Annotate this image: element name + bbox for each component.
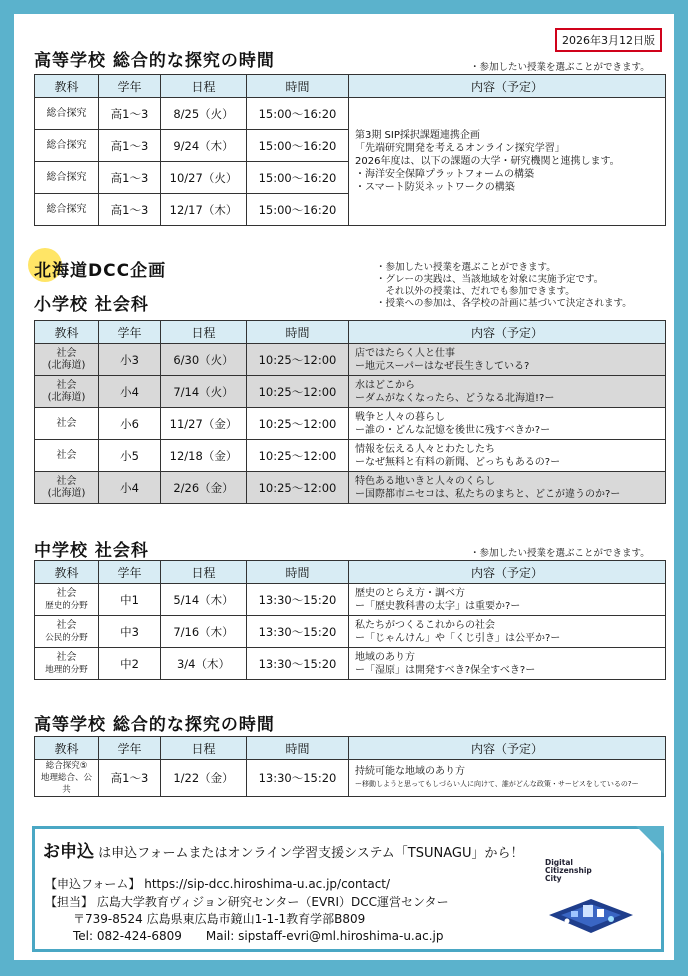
date-badge: 2026年3月12日版: [555, 28, 662, 52]
apply-contact: 【担当】 広島大学教育ヴィジョン研究センター（EVRI）DCC運営センター: [45, 895, 449, 909]
content-line: ・海洋安全保障プラットフォームの構築: [355, 169, 534, 180]
section2-table: [34, 320, 666, 504]
cell-grade: 高1～3: [99, 130, 161, 162]
note-line: ・授業への参加は、各学校の計画に基づいて決定されます。: [376, 298, 632, 309]
apply-form-link[interactable]: 【申込フォーム】 https://sip-dcc.hiroshima-u.ac.jp/contact/: [45, 877, 391, 891]
city-icon: [541, 859, 641, 941]
cell-date: 1/22（金）: [161, 760, 247, 797]
table-row: [35, 616, 666, 648]
apply-title-rest: は申込フォームまたはオンライン学習支援システム「TSUNAGU」から！: [98, 846, 524, 861]
header-content: 内容（予定）: [349, 321, 666, 344]
cell-time: 10:25～12:00: [247, 472, 349, 504]
cell-content: 持続可能な地域のあり方 ー移動しようと思ってもしづらい人に向けて、誰がどんな政策・サービスをしているの?ー: [349, 760, 666, 797]
cell-date: 7/14（火）: [161, 376, 247, 408]
header-date: 日程: [161, 75, 247, 98]
flyer-sheet: [14, 14, 674, 960]
cell-subject: 社会: [35, 440, 99, 472]
cell-time: 15:00～16:20: [247, 162, 349, 194]
cell-time: 15:00～16:20: [247, 194, 349, 226]
note-line: ・参加したい授業を選ぶことができます。: [376, 262, 556, 273]
cell-grade: 小6: [99, 408, 161, 440]
apply-tel-mail[interactable]: Tel: 082-424-6809 Mail: sipstaff-evri@ml.hiroshima-u.ac.jp: [73, 929, 444, 943]
folded-corner-icon: [636, 826, 664, 854]
header-grade: 学年: [99, 737, 161, 760]
section4-title: 高等学校 総合的な探究の時間: [34, 715, 275, 735]
header-time: 時間: [247, 75, 349, 98]
header-content: 内容（予定）: [349, 737, 666, 760]
header-grade: 学年: [99, 75, 161, 98]
cell-content: 歴史のとらえ方・調べ方 ー「歴史教科書の太字」は重要か?ー: [349, 584, 666, 616]
cell-time: 15:00～16:20: [247, 130, 349, 162]
cell-grade: 小4: [99, 376, 161, 408]
cell-subject: 総合探究: [35, 130, 99, 162]
hokkaido-notes: [376, 262, 632, 310]
cell-subject: 社会 (北海道): [35, 344, 99, 376]
cell-content: 地域のあり方 ー「湿原」は開発すべき?保全すべき?ー: [349, 648, 666, 680]
table-header-row: [35, 321, 666, 344]
table-row: [35, 472, 666, 504]
section4-table: [34, 736, 666, 797]
cell-date: 12/18（金）: [161, 440, 247, 472]
apply-title: [43, 837, 524, 862]
cell-subject: 社会 公民的分野: [35, 616, 99, 648]
cell-time: 10:25～12:00: [247, 344, 349, 376]
header-content: 内容（予定）: [349, 75, 666, 98]
apply-title-bold: お申込: [43, 842, 94, 862]
cell-subject: 総合探究⑤ 地理総合、公共: [35, 760, 99, 797]
section2-title: 小学校 社会科: [34, 295, 149, 315]
content-line: 「先端研究開発を考えるオンライン探究学習」: [355, 143, 565, 154]
header-subject: 教科: [35, 561, 99, 584]
cell-time: 10:25～12:00: [247, 376, 349, 408]
cell-subject: 総合探究: [35, 162, 99, 194]
cell-date: 9/24（木）: [161, 130, 247, 162]
content-line: 2026年度は、以下の課題の大学・研究機関と連携します。: [355, 156, 620, 167]
header-time: 時間: [247, 561, 349, 584]
header-date: 日程: [161, 321, 247, 344]
header-subject: 教科: [35, 737, 99, 760]
cell-content: 私たちがつくるこれからの社会 ー「じゃんけん」や「くじ引き」は公平か?ー: [349, 616, 666, 648]
cell-grade: 小3: [99, 344, 161, 376]
cell-date: 8/25（火）: [161, 98, 247, 130]
hokkaido-title: 北海道DCC企画: [34, 261, 167, 281]
apply-box: [32, 826, 664, 952]
apply-address: 〒739-8524 広島県東広島市鏡山1-1-1教育学部B809: [73, 912, 366, 926]
cell-subject: 総合探究: [35, 98, 99, 130]
cell-grade: 高1～3: [99, 194, 161, 226]
note-line: それ以外の授業は、だれでも参加できます。: [376, 286, 575, 297]
cell-grade: 中1: [99, 584, 161, 616]
cell-subject: 社会 歴史的分野: [35, 584, 99, 616]
header-time: 時間: [247, 321, 349, 344]
content-line: ・スマート防災ネットワークの構築: [355, 182, 515, 193]
logo-text: Digital Citizenship City: [545, 858, 592, 883]
cell-time: 15:00～16:20: [247, 98, 349, 130]
cell-grade: 小4: [99, 472, 161, 504]
section3-note: ・参加したい授業を選ぶことができます。: [470, 548, 650, 559]
cell-content: 水はどこから ーダムがなくなったら、どうなる北海道!?ー: [349, 376, 666, 408]
cell-date: 11/27（金）: [161, 408, 247, 440]
section3-title: 中学校 社会科: [34, 541, 149, 561]
table-row: [35, 440, 666, 472]
cell-content: 店ではたらく人と仕事 ー地元スーパーはなぜ長生きしている?: [349, 344, 666, 376]
table-row: [35, 344, 666, 376]
dcc-logo: [541, 859, 641, 941]
cell-time: 10:25～12:00: [247, 440, 349, 472]
cell-content: 情報を伝える人々とわたしたち ーなぜ無料と有料の新聞、どっちもあるの?ー: [349, 440, 666, 472]
cell-date: 6/30（火）: [161, 344, 247, 376]
section3-table: [34, 560, 666, 680]
cell-time: 13:30～15:20: [247, 584, 349, 616]
section1-content: [349, 98, 666, 226]
table-header-row: [35, 737, 666, 760]
header-time: 時間: [247, 737, 349, 760]
cell-grade: 高1～3: [99, 98, 161, 130]
cell-date: 12/17（木）: [161, 194, 247, 226]
cell-date: 10/27（火）: [161, 162, 247, 194]
table-row: [35, 648, 666, 680]
cell-date: 2/26（金）: [161, 472, 247, 504]
cell-time: 13:30～15:20: [247, 760, 349, 797]
cell-grade: 高1～3: [99, 162, 161, 194]
content-line: 第3期 SIP採択課題連携企画: [355, 130, 480, 141]
cell-grade: 中3: [99, 616, 161, 648]
note-line: ・グレーの実践は、当該地域を対象に実施予定です。: [376, 274, 604, 285]
table-header-row: [35, 561, 666, 584]
cell-subject: 社会: [35, 408, 99, 440]
cell-date: 5/14（木）: [161, 584, 247, 616]
cell-subject: 総合探究: [35, 194, 99, 226]
cell-content: 戦争と人々の暮らし ー誰の・どんな記憶を後世に残すべきか?ー: [349, 408, 666, 440]
cell-time: 13:30～15:20: [247, 648, 349, 680]
cell-date: 3/4（木）: [161, 648, 247, 680]
header-grade: 学年: [99, 561, 161, 584]
table-row: [35, 408, 666, 440]
header-date: 日程: [161, 561, 247, 584]
section1-note: ・参加したい授業を選ぶことができます。: [470, 62, 650, 73]
cell-date: 7/16（木）: [161, 616, 247, 648]
table-row: [35, 98, 666, 130]
cell-subject: 社会 (北海道): [35, 376, 99, 408]
table-row: [35, 760, 666, 797]
cell-grade: 高1～3: [99, 760, 161, 797]
table-row: [35, 376, 666, 408]
table-header-row: [35, 75, 666, 98]
cell-content: 特色ある地いきと人々のくらし ー国際都市ニセコは、私たちのまちと、どこが違うのか?ー: [349, 472, 666, 504]
cell-time: 10:25～12:00: [247, 408, 349, 440]
section1-title: 高等学校 総合的な探究の時間: [34, 51, 275, 71]
cell-subject: 社会 地理的分野: [35, 648, 99, 680]
cell-time: 13:30～15:20: [247, 616, 349, 648]
section1-table: [34, 74, 666, 226]
header-subject: 教科: [35, 75, 99, 98]
header-grade: 学年: [99, 321, 161, 344]
cell-grade: 中2: [99, 648, 161, 680]
header-date: 日程: [161, 737, 247, 760]
header-subject: 教科: [35, 321, 99, 344]
table-row: [35, 584, 666, 616]
header-content: 内容（予定）: [349, 561, 666, 584]
cell-subject: 社会 (北海道): [35, 472, 99, 504]
cell-grade: 小5: [99, 440, 161, 472]
